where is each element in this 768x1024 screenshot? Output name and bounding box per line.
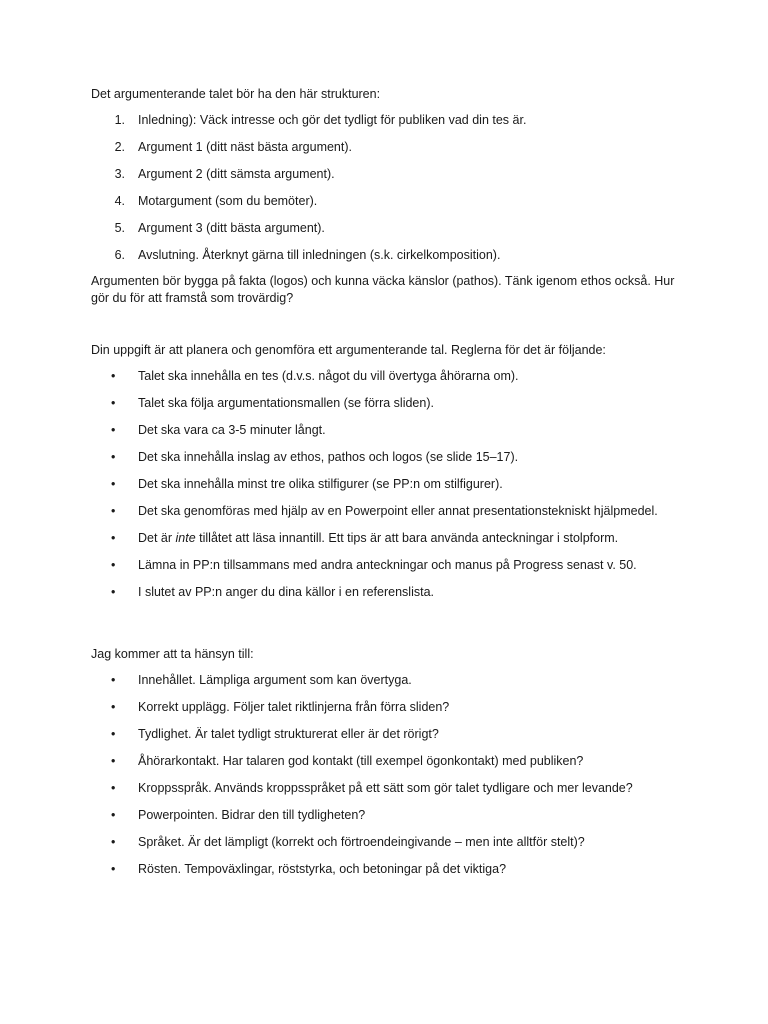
list-item (91, 699, 691, 716)
list-item (91, 726, 691, 743)
list-item (91, 247, 691, 264)
task-intro: Din uppgift är att planera och genomföra ett argumenterande tal. Reglerna för det är följande: (91, 343, 606, 357)
list-item-text: Åhörarkontakt. Har talaren god kontakt (till exempel ögonkontakt) med publiken? (138, 754, 584, 768)
list-item (91, 672, 691, 689)
bullet: • (111, 450, 116, 464)
list-item-text: Det ska innehålla inslag av ethos, pathos och logos (se slide 15–17). (138, 450, 519, 464)
criteria-list (91, 672, 691, 878)
list-number: 5. (114, 221, 125, 235)
list-item (91, 834, 691, 851)
bullet: • (111, 808, 116, 822)
list-item (91, 193, 691, 210)
list-item (91, 780, 691, 797)
list-item (91, 112, 691, 129)
list-item-text: Det ska genomföras med hjälp av en Powerpoint eller annat presentationstekniskt hjälpmedel. (138, 504, 658, 518)
bullet: • (111, 531, 116, 545)
bullet: • (111, 673, 116, 687)
list-item (91, 166, 691, 183)
list-item-text: Talet ska innehålla en tes (d.v.s. något du vill övertyga åhörarna om). (138, 369, 519, 383)
list-item-text: Språket. Är det lämpligt (korrekt och förtroendeingivande – men inte alltför stelt)? (138, 835, 585, 849)
emphasis: inte (175, 531, 196, 545)
list-item-text: Det ska vara ca 3-5 minuter långt. (138, 423, 326, 437)
argument-paragraph: Argumenten bör bygga på fakta (logos) och kunna väcka känslor (pathos). Tänk igenom ethos också. Hur gör du för att framstå som trovärdig? (91, 274, 675, 305)
list-item (91, 422, 691, 439)
list-number: 1. (114, 113, 125, 127)
list-number: 4. (114, 194, 125, 208)
list-item (91, 503, 691, 520)
bullet: • (111, 585, 116, 599)
list-item-text: Argument 2 (ditt sämsta argument). (138, 167, 335, 181)
list-item-text: Avslutning. Återknyt gärna till inledningen (s.k. cirkelkomposition). (138, 248, 501, 262)
criteria-intro: Jag kommer att ta hänsyn till: (91, 647, 254, 661)
list-item-text: Det är inte tillåtet att läsa innantill. Ett tips är att bara använda anteckningar i stolpform. (138, 531, 619, 545)
structure-intro: Det argumenterande talet bör ha den här strukturen: (91, 87, 381, 101)
list-item (91, 753, 691, 770)
bullet: • (111, 862, 116, 876)
list-item (91, 861, 691, 878)
bullet: • (111, 504, 116, 518)
list-item-text: Rösten. Tempoväxlingar, röststyrka, och betoningar på det viktiga? (138, 862, 507, 876)
list-number: 2. (114, 140, 125, 154)
bullet: • (111, 754, 116, 768)
list-number: 6. (114, 248, 125, 262)
list-item (91, 139, 691, 156)
bullet: • (111, 396, 116, 410)
list-item-text: Lämna in PP:n tillsammans med andra anteckningar och manus på Progress senast v. 50. (138, 558, 637, 572)
list-item-text: Argument 3 (ditt bästa argument). (138, 221, 325, 235)
list-item-text: Tydlighet. Är talet tydligt strukturerat eller är det rörigt? (138, 727, 439, 741)
list-item (91, 395, 691, 412)
bullet: • (111, 700, 116, 714)
bullet: • (111, 727, 116, 741)
list-item (91, 220, 691, 237)
structure-list (91, 112, 691, 264)
bullet: • (111, 477, 116, 491)
list-item (91, 476, 691, 493)
list-item-text: Talet ska följa argumentationsmallen (se förra sliden). (138, 396, 434, 410)
list-item-text: Argument 1 (ditt näst bästa argument). (138, 140, 352, 154)
bullet: • (111, 835, 116, 849)
list-item-text: Motargument (som du bemöter). (138, 194, 318, 208)
list-item (91, 530, 691, 547)
list-item (91, 557, 691, 574)
list-item-text: Kroppsspråk. Används kroppsspråket på ett sätt som gör talet tydligare och mer levande? (138, 781, 633, 795)
list-item (91, 449, 691, 466)
list-item-text: Korrekt upplägg. Följer talet riktlinjerna från förra sliden? (138, 700, 450, 714)
list-number: 3. (114, 167, 125, 181)
list-item (91, 807, 691, 824)
rules-list (91, 368, 691, 601)
bullet: • (111, 423, 116, 437)
list-item (91, 584, 691, 601)
document-page (91, 86, 691, 888)
list-item-text: Innehållet. Lämpliga argument som kan övertyga. (138, 673, 412, 687)
list-item-text: Powerpointen. Bidrar den till tydligheten? (138, 808, 366, 822)
list-item-text: I slutet av PP:n anger du dina källor i en referenslista. (138, 585, 434, 599)
bullet: • (111, 558, 116, 572)
bullet: • (111, 369, 116, 383)
list-item-text: Inledning): Väck intresse och gör det tydligt för publiken vad din tes är. (138, 113, 527, 127)
bullet: • (111, 781, 116, 795)
list-item-text: Det ska innehålla minst tre olika stilfigurer (se PP:n om stilfigurer). (138, 477, 503, 491)
list-item (91, 368, 691, 385)
